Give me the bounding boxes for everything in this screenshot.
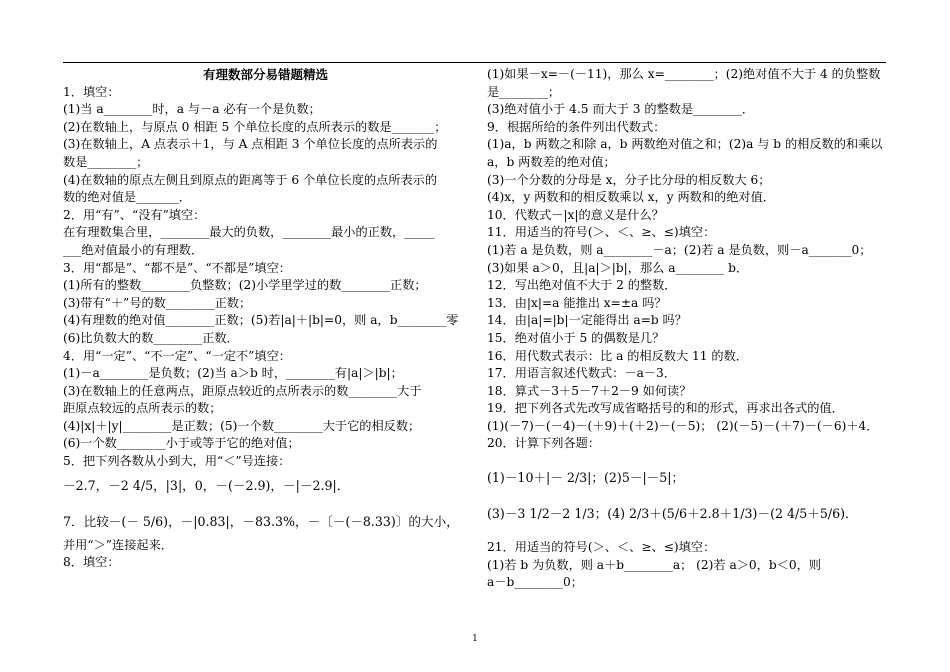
text-line: 2．用“有”、“没有”填空：: [63, 207, 206, 222]
text-line: 13．由|x|=a 能推出 x=±a 吗？: [487, 295, 667, 310]
header-rule: [63, 62, 886, 63]
text-line: (3)带有“＋”号的数________正数；: [63, 295, 252, 310]
text-line: (3)绝对值小于 4.5 而大于 3 的整数是________．: [487, 102, 755, 117]
text-line: 17．用语言叙述代数式：－a－3．: [487, 366, 676, 381]
text-line: (4)在数轴的原点左侧且到原点的距离等于 6 个单位长度的点所表示的: [63, 172, 438, 187]
text-line: (6)比负数大的数________正数．: [63, 330, 239, 345]
text-line: (2)在数轴上，与原点 0 相距 5 个单位长度的点所表示的数是_______；: [63, 119, 447, 134]
text-line: (1)a，b 两数之和除 a，b 两数绝对值之和；(2)a 与 b 的相反数的和乘以: [487, 137, 883, 152]
text-line: 21．用适当的符号(＞、＜、≥、≤)填空：: [487, 540, 716, 555]
text-line: 8．填空：: [63, 555, 120, 570]
q20-expression-2: (3)－3 1/2－2 1/3；(4) 2/3＋(5/6＋2.8＋1/3)－(2 4/5＋5/6)．: [487, 506, 858, 522]
text-line: a，b 两数差的绝对值；: [487, 154, 616, 169]
text-line: (1)如果－x=－(－11)，那么 x=________；(2)绝对值不大于 4 的负整数: [487, 67, 881, 81]
text-line: 9．根据所给的条件列出代数式：: [487, 119, 666, 134]
text-line: 12．写出绝对值不大于 2 的整数．: [487, 278, 677, 293]
text-line: 4．用“一定”、“不一定”、“一定不”填空：: [63, 348, 291, 363]
text-line: 16．用代数式表示：比 a 的相反数大 11 的数．: [487, 348, 748, 363]
text-line: 19．把下列各式先改写成省略括号的和的形式，再求出各式的值．: [487, 401, 844, 416]
text-line: 3．用“都是”、“都不是”、“不都是”填空：: [63, 260, 291, 275]
text-line: 11．用适当的符号(＞、＜、≥、≤)填空：: [487, 225, 716, 240]
q20-expression-1: (1)－10＋|－ 2/3|；(2)5－|－5|；: [487, 470, 685, 486]
text-line: (1)(－7)－(－4)－(＋9)＋(＋2)－(－5)； (2)(－5)－(＋7)－(－6)＋4．: [487, 418, 879, 433]
text-line: (4)|x|＋|y|________是正数；(5)一个数________大于它的相反数；: [63, 418, 421, 433]
text-line: 是________；: [487, 84, 561, 99]
right-column: [487, 66, 887, 592]
text-line: a－b________0；: [487, 575, 583, 590]
text-line: 18．算式－3＋5－7＋2－9 如何读？: [487, 383, 692, 398]
left-column: [63, 66, 468, 572]
text-line: (6)一个数________小于或等于它的绝对值；: [63, 436, 300, 451]
text-line: 20．计算下列各题：: [487, 436, 601, 451]
text-line: 数的绝对值是_______．: [63, 190, 191, 205]
text-line: (3)在数轴上，A 点表示＋1，与 A 点相距 3 个单位长度的点所表示的: [63, 137, 438, 152]
text-line: (3)一个分数的分母是 x，分子比分母的相反数大 6；: [487, 172, 771, 187]
text-line: (1)－a________是负数；(2)当 a＞b 时，________有|a|＞|b|；: [63, 366, 403, 381]
text-line: 在有理数集合里，________最大的负数，________最小的正数，_____: [63, 225, 435, 240]
text-line: 10．代数式－|x|的意义是什么？: [487, 207, 664, 222]
text-line: 14．由|a|=|b|一定能得出 a=b 吗？: [487, 313, 687, 328]
text-line: (4)有理数的绝对值________正数；(5)若|a|＋|b|=0，则 a，b________零: [63, 313, 459, 328]
text-line: 数是________；: [63, 154, 149, 169]
text-line: (3)如果 a＞0，且|a|＞|b|，那么 a________ b．: [487, 260, 749, 275]
text-line: 5．把下列各数从小到大，用“＜”号连接：: [63, 454, 291, 469]
q7-comparison: 7．比较－(－ 5/6)，－|0.83|，－83.3%，－〔－(－8.33)〕的大小，: [63, 513, 459, 529]
text-line: (1)当 a________时，a 与－a 必有一个是负数；: [63, 102, 321, 117]
text-line: 1．填空：: [63, 84, 120, 99]
text-line: 15．绝对值小于 5 的偶数是几？: [487, 330, 665, 345]
text-line: 距原点较远的点所表示的数；: [63, 401, 222, 416]
text-line: (1)若 a 是负数，则 a________－a；(2)若 a 是负数，则－a_______0；: [487, 242, 872, 257]
text-line: (4)x，y 两数和的相反数乘以 x，y 两数和的绝对值．: [487, 190, 775, 205]
text-line: 并用“＞”连接起来．: [63, 537, 173, 552]
text-line: ___绝对值最小的有理数．: [63, 242, 204, 257]
page-number: 1: [472, 634, 478, 644]
page-title: 有理数部分易错题精选: [202, 67, 328, 82]
text-line: (3)在数轴上的任意两点，距原点较近的点所表示的数________大于: [63, 383, 422, 398]
text-line: (1)所有的整数________负整数；(2)小学里学过的数________正数；: [63, 278, 427, 293]
text-line: (1)若 b 为负数，则 a＋b________a； (2)若 a＞0，b＜0，则: [487, 557, 821, 572]
q5-number-list: －2.7，－2 4/5，|3|，0，－(－2.9)，－|－2.9|．: [63, 477, 350, 493]
